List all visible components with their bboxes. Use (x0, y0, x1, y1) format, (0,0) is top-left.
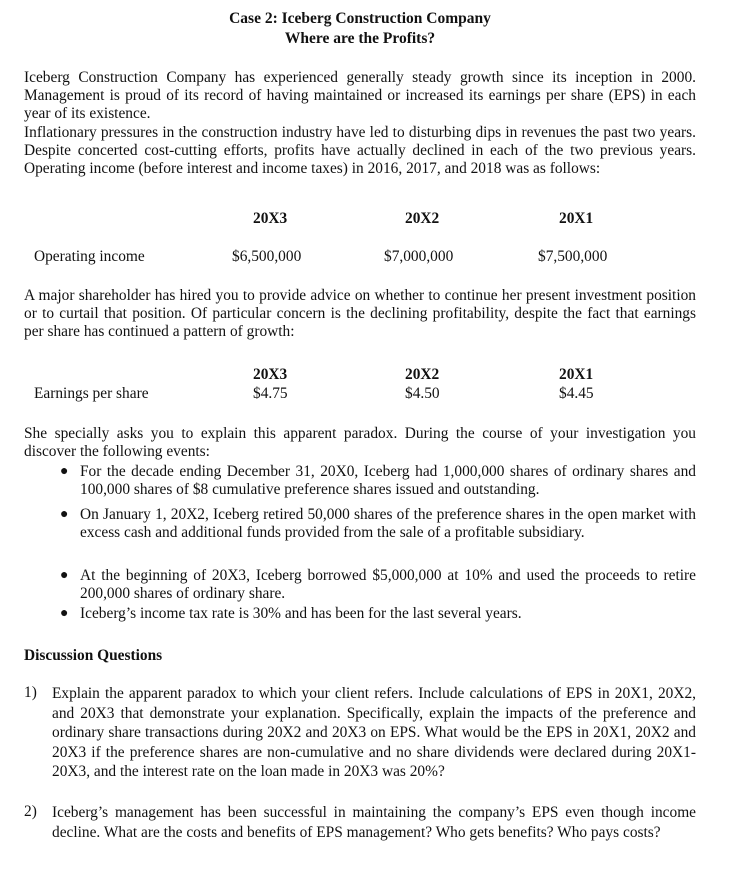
event-bullet-4: Iceberg’s income tax rate is 30% and has been for the last several years. (80, 605, 522, 622)
bullet-icon: ● (60, 606, 69, 621)
intro-paragraph: Iceberg Construction Company has experienced generally steady growth since its inception in 2000. Management is proud of its record of having maintained or increased its earnings per share (EPS) in each year of its existence. (24, 69, 696, 123)
op-year-header-1: 20X3 (253, 210, 288, 227)
bullet-icon: ● (60, 568, 69, 583)
discussion-heading: Discussion Questions (24, 647, 163, 664)
bullet-icon: ● (60, 507, 69, 522)
case-title: Case 2: Iceberg Construction Company (229, 10, 491, 27)
inflation-paragraph: Inflationary pressures in the construction industry have led to disturbing dips in revenues the past two years. Despite concerted cost-cutting efforts, profits have actually declined in each of the two previous years. Operating income (before interest and income taxes) in 2016, 2017, and 2018 was as follows: (24, 124, 696, 178)
op-year-header-2: 20X2 (405, 210, 440, 227)
event-bullet-1: For the decade ending December 31, 20X0, Iceberg had 1,000,000 shares of ordinary shares and 100,000 shares of $8 cumulative preference shares issued and outstanding. (80, 463, 696, 499)
event-bullet-3: At the beginning of 20X3, Iceberg borrowed $5,000,000 at 10% and used the proceeds to retire 200,000 shares of ordinary share. (80, 567, 696, 603)
op-year-header-3: 20X1 (559, 210, 594, 227)
eps-year-header-1: 20X3 (253, 366, 288, 383)
eps-value-1: $4.75 (253, 385, 288, 402)
case-subtitle: Where are the Profits? (284, 30, 436, 47)
operating-income-value-3: $7,500,000 (538, 248, 608, 265)
paradox-paragraph: She specially asks you to explain this apparent paradox. During the course of your investigation you discover the following events: (24, 425, 696, 461)
shareholder-paragraph: A major shareholder has hired you to provide advice on whether to continue her present investment position or to curtail that position. Of particular concern is the declining profitability, despite the fact that earnings per share has continued a pattern of growth: (24, 287, 696, 341)
operating-income-value-1: $6,500,000 (232, 248, 302, 265)
eps-year-header-3: 20X1 (559, 366, 594, 383)
question-2-text: Iceberg’s management has been successful in maintaining the company’s EPS even though income decline. What are the costs and benefits of EPS management? Who gets benefits? Who pays costs? (52, 804, 696, 841)
eps-year-header-2: 20X2 (405, 366, 440, 383)
bullet-icon: ● (60, 464, 69, 479)
eps-value-3: $4.45 (559, 385, 594, 402)
eps-label: Earnings per share (34, 385, 149, 402)
question-number-2: 2) (24, 803, 37, 820)
question-1-text: Explain the apparent paradox to which your client refers. Include calculations of EPS in 20X1, 20X2, and 20X3 that demonstrate your explanation. Specifically, explain the impacts of the preference and ordinary share transactions during 20X2 and 20X3 on EPS. What would be the EPS in 20X1, 20X2 and 20X3 if the preference shares are non-cumulative and no share dividends were declared during 20X1-20X3, and the interest rate on the loan made in 20X3 was 20%? (52, 685, 696, 781)
eps-value-2: $4.50 (405, 385, 440, 402)
question-number-1: 1) (24, 684, 37, 701)
operating-income-value-2: $7,000,000 (384, 248, 454, 265)
event-bullet-2: On January 1, 20X2, Iceberg retired 50,000 shares of the preference shares in the open market with excess cash and additional funds provided from the sale of a profitable subsidiary. (80, 506, 696, 542)
operating-income-label: Operating income (34, 248, 145, 265)
